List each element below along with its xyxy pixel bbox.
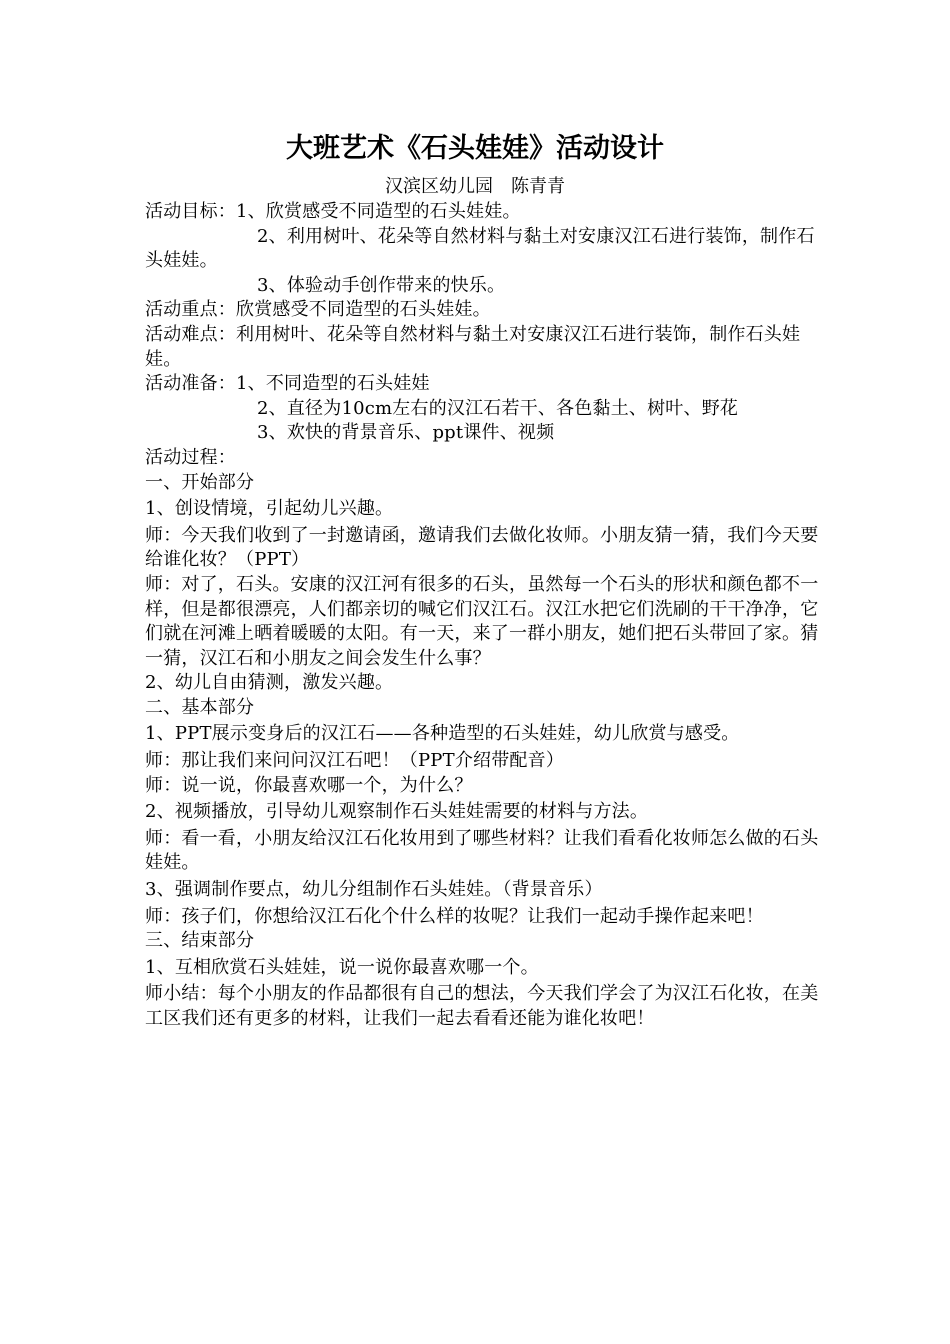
paragraph: 师：对了，石头。安康的汉江河有很多的石头，虽然每一个石头的形状和颜色都不一样，但是都很漂亮，人们都亲切的喊它们汉江石。汉江水把它们洗刷的干干净净，它们就在河滩上晒着暖暖的太阳。有一天，来了一群小朋友，她们把石头带回了家。猜一猜，汉江石和小朋友之间会发生什么事？ (145, 573, 819, 669)
section-heading: 二、基本部分 (145, 696, 255, 718)
difficult-point: 活动难点：利用树叶、花朵等自然材料与黏土对安康汉江石进行装饰，制作石头娃娃。 (145, 323, 801, 370)
document-title: 大班艺术《石头娃娃》活动设计 (286, 133, 664, 164)
paragraph: 1、创设情境，引起幼儿兴趣。 (145, 498, 394, 520)
paragraph: 3、强调制作要点，幼儿分组制作石头娃娃。（背景音乐） (145, 879, 603, 901)
prep-line-2: 2、直径为10cm左右的汉江石若干、各色黏土、树叶、野花 (257, 397, 739, 419)
goal-line-1: 活动目标：1、欣赏感受不同造型的石头娃娃。 (145, 201, 521, 222)
paragraph: 师：看一看，小朋友给汉江石化妆用到了哪些材料？让我们看看化妆师怎么做的石头娃娃。 (145, 827, 819, 874)
paragraph: 师：今天我们收到了一封邀请函，邀请我们去做化妆师。小朋友猜一猜，我们今天要给谁化妆？（PPT） (145, 524, 819, 571)
prep-line-3: 3、欢快的背景音乐、ppt课件、视频 (257, 422, 555, 444)
paragraph: 1、互相欣赏石头娃娃，说一说你最喜欢哪一个。 (145, 956, 539, 978)
prep-line-1: 活动准备：1、不同造型的石头娃娃 (145, 373, 430, 395)
goal-line-3: 3、体验动手创作带来的快乐。 (257, 274, 506, 296)
goal-line-2: 2、利用树叶、花朵等自然材料与黏土对安康汉江石进行装饰，制作石头娃娃。 (145, 225, 815, 272)
section-heading: 一、开始部分 (145, 471, 255, 493)
paragraph: 师小结：每个小朋友的作品都很有自己的想法，今天我们学会了为汉江石化妆，在美工区我们还有更多的材料，让我们一起去看看还能为谁化妆吧！ (145, 983, 819, 1029)
paragraph: 师：孩子们，你想给汉江石化个什么样的妆呢？让我们一起动手操作起来吧！ (145, 905, 764, 927)
key-point: 活动重点：欣赏感受不同造型的石头娃娃。 (145, 299, 491, 321)
paragraph: 1、PPT展示变身后的汉江石——各种造型的石头娃娃，幼儿欣赏与感受。 (145, 723, 740, 745)
document-author: 汉滨区幼儿园 陈青青 (385, 176, 565, 197)
process-heading: 活动过程： (145, 446, 236, 468)
paragraph: 师：说一说，你最喜欢哪一个，为什么？ (145, 774, 473, 796)
paragraph: 2、视频播放，引导幼儿观察制作石头娃娃需要的材料与方法。 (145, 801, 649, 823)
document-body (145, 200, 820, 1032)
paragraph: 2、幼儿自由猜测，激发兴趣。 (145, 672, 394, 694)
paragraph: 师：那让我们来问问汉江石吧！（PPT介绍带配音） (145, 750, 565, 772)
section-heading: 三、结束部分 (145, 930, 255, 952)
